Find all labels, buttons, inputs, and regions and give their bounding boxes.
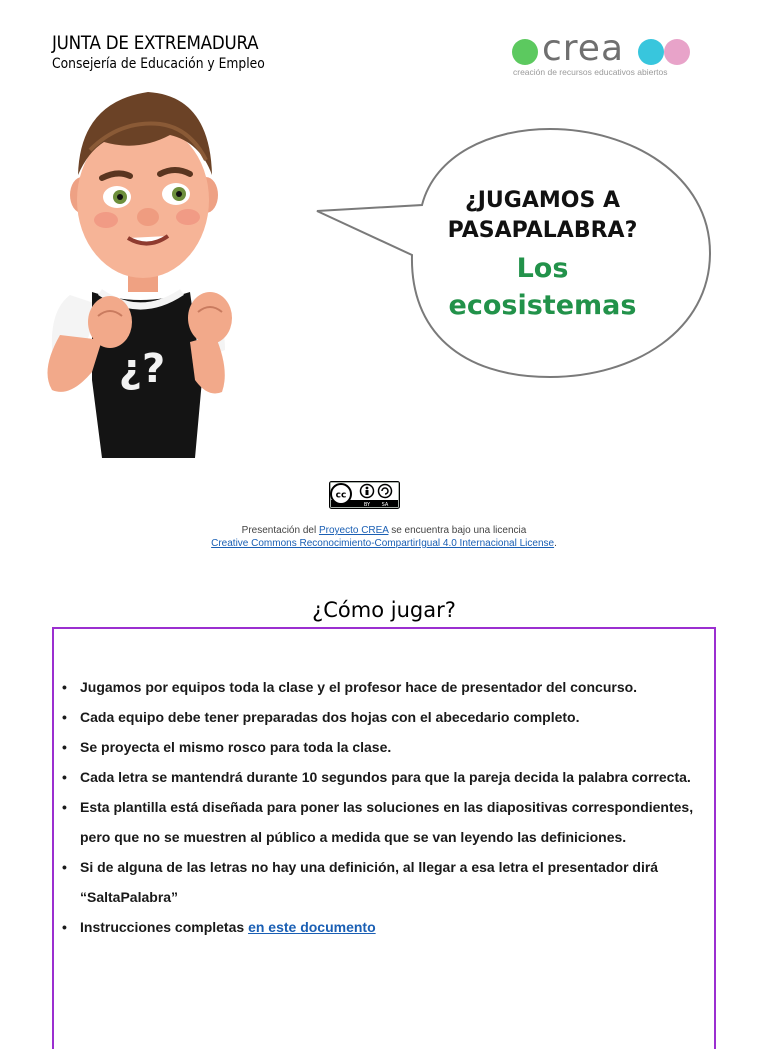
rule-item: • Si de alguna de las letras no hay una definición, al llegar a esa letra el presentador dirá “SaltaPalabra”	[60, 852, 710, 912]
sa-icon	[379, 485, 392, 498]
bubble-question-line1: ¿JUGAMOS A	[464, 188, 621, 213]
how-to-play-heading: ¿Cómo jugar?	[312, 598, 456, 622]
rule-item: • Cada letra se mantendrá durante 10 segundos para que la pareja decida la palabra correcta.	[60, 762, 710, 792]
bubble-topic-line2: ecosistemas	[448, 290, 637, 321]
rule-item: • Jugamos por equipos toda la clase y el profesor hace de presentador del concurso.	[60, 672, 710, 702]
organization-department: Consejería de Educación y Empleo	[52, 56, 265, 72]
instructions-prefix: Instrucciones completas	[80, 919, 249, 935]
bubble-question-line2: PASAPALABRA?	[447, 218, 638, 243]
green-dot-icon	[512, 39, 538, 65]
svg-text:cc: cc	[335, 490, 347, 501]
license-text-middle: se encuentra bajo una licencia	[388, 525, 527, 536]
rule-item: • Cada equipo debe tener preparadas dos hojas con el abecedario completo.	[60, 702, 710, 732]
by-label: BY	[363, 502, 371, 508]
instructions-document-link[interactable]: en este documento	[248, 919, 376, 935]
creative-commons-badge[interactable]	[329, 481, 400, 509]
bubble-topic-line1: Los	[516, 253, 569, 284]
license-notice	[0, 524, 768, 550]
license-text-prefix: Presentación del	[241, 525, 319, 536]
license-text-suffix: .	[554, 538, 557, 549]
organization-header	[52, 32, 294, 72]
cc-icon	[331, 484, 351, 504]
crea-logo-word: crea	[542, 28, 625, 69]
rule-item: • Se proyecta el mismo rosco para toda la clase.	[60, 732, 710, 762]
blue-dot-icon	[638, 39, 664, 65]
rule-item: • Esta plantilla está diseñada para poner las soluciones en las diapositivas correspondientes, pero que no se muestren al público a medida que se van leyendo las definiciones.	[60, 792, 710, 852]
boy-character-illustration	[30, 80, 250, 460]
crea-logo[interactable]	[512, 28, 697, 82]
by-icon	[361, 485, 374, 498]
crea-logo-tagline: creación de recursos educativos abiertos	[513, 67, 668, 77]
creative-commons-license-link[interactable]: Creative Commons Reconocimiento-CompartirIgual 4.0 Internacional License	[211, 538, 555, 549]
organization-name: JUNTA DE EXTREMADURA	[52, 32, 259, 54]
pink-dot-icon	[664, 39, 690, 65]
rules-list	[60, 672, 710, 942]
proyecto-crea-link[interactable]: Proyecto CREA	[318, 525, 389, 536]
shirt-question-marks: ¿?	[118, 346, 166, 392]
rule-item-instructions	[60, 912, 710, 942]
bubble-text	[420, 186, 665, 324]
sa-label: SA	[381, 502, 389, 508]
